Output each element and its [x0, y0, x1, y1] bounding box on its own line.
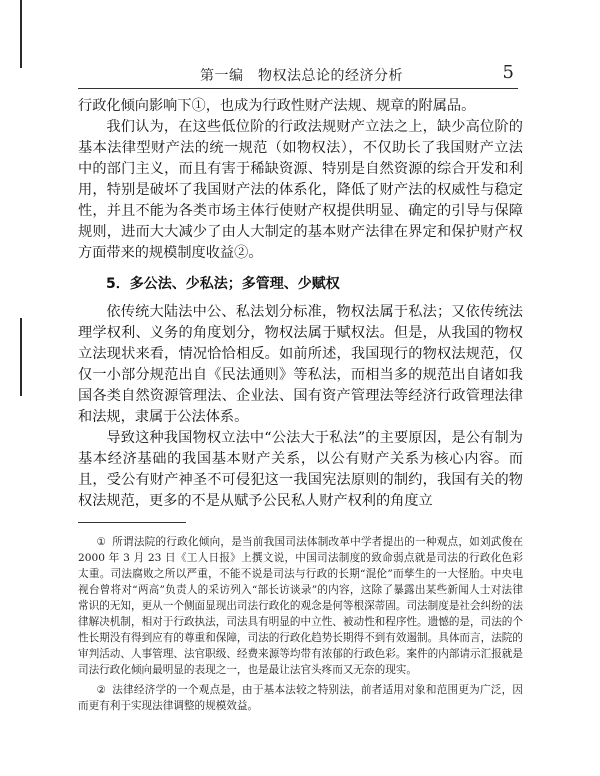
footnote-text: 法律经济学的一个观点是，由于基本法较之特别法，前者适用对象和范围更为广泛，因而更有利于实现法律调整的规模效益。	[78, 684, 523, 712]
paragraph: 导致这种我国物权立法中“公法大于私法”的主要原因，是公有制为基本经济基础的我国基本财产关系，以公有财产关系为核心内容。而且，受公有财产神圣不可侵犯这一我国宪法原则的制约，我国有关的物权法规范，更多的不是从赋予公民私人财产权利的角度立	[78, 430, 523, 509]
section-heading: 5．多公法、少私法；多管理、少赋权	[106, 276, 340, 292]
footnote-rule	[78, 522, 186, 523]
body-text	[78, 96, 523, 512]
paragraph: 我们认为，在这些低位阶的行政法规财产立法之上，缺少高位阶的基本法律型财产法的统一规范（如物权法），不仅助长了我国财产立法中的部门主义，而且有害于稀缺资源、特别是自然资源的综合开发和利用，特别是破坏了我国财产法的体系化，降低了财产法的权威性与稳定性，并且不能为各类市场主体行使财产权提供明显、确定的引导与保障规则，进而大大减少了由人大制定的基本财产法律在界定和保护财产权方面带来的规模制度收益②。	[78, 119, 523, 261]
footnote-mark: ①	[96, 536, 106, 548]
running-header-title: 第一编 物权法总论的经济分析	[200, 68, 403, 84]
margin-bar-bottom	[20, 318, 22, 396]
footnotes	[78, 534, 523, 718]
footnote-text: 所谓法院的行政化倾向，是当前我国司法体制改革中学者提出的一种观点，如刘武俊在 2000 年 3 月 23 日《工人日报》上撰文说，中国司法制度的致命弱点就是司法的行政化色彩太重。司法腐败之所以严重，不能不说是司法与行政的长期“混伦”而孳生的一大怪胎。中央电视台曾将对“两高”负责人的采访列入“部长访谈录”的内容，这除了暴露出某些新闻人士对法律常识的无知，更从一个侧面显现出司法行政化的观念是何等根深蒂固。司法制度是社会纠纷的法律解决机制，相对于行政执法，司法具有明显的中立性、被动性和程序性。遗憾的是，司法的个性长期没有得到应有的尊重和保障，司法的行政化趋势长期得不到有效遏制。具体而言，法院的审判活动、人事管理、法官职级、经费来源等均带有浓郁的行政色彩。案件的内部请示汇报就是司法行政化倾向最明显的表现之一，也是最让法官头疼而又无奈的现实。	[78, 536, 523, 676]
margin-bar-top	[20, 0, 22, 68]
footnote-1	[78, 534, 523, 678]
header-rule	[78, 88, 518, 89]
footnote-2	[78, 682, 523, 714]
paragraph-continued: 行政化倾向影响下①，也成为行政性财产法规、规章的附属品。	[78, 98, 476, 114]
page-number: 5	[502, 62, 514, 83]
running-header	[78, 62, 518, 86]
footnote-mark: ②	[96, 684, 106, 696]
paragraph: 依传统大陆法中公、私法划分标准，物权法属于私法；又依传统法理学权利、义务的角度划分，物权法属于赋权法。但是，从我国的物权立法现状来看，情况恰恰相反。如前所述，我国现行的物权法规范，仅仅一小部分规范出自《民法通则》等私法，而相当多的规范出自诸如我国各类自然资源管理法、企业法、国有资产管理法等经济行政管理法律和法规，隶属于公法体系。	[78, 304, 523, 425]
